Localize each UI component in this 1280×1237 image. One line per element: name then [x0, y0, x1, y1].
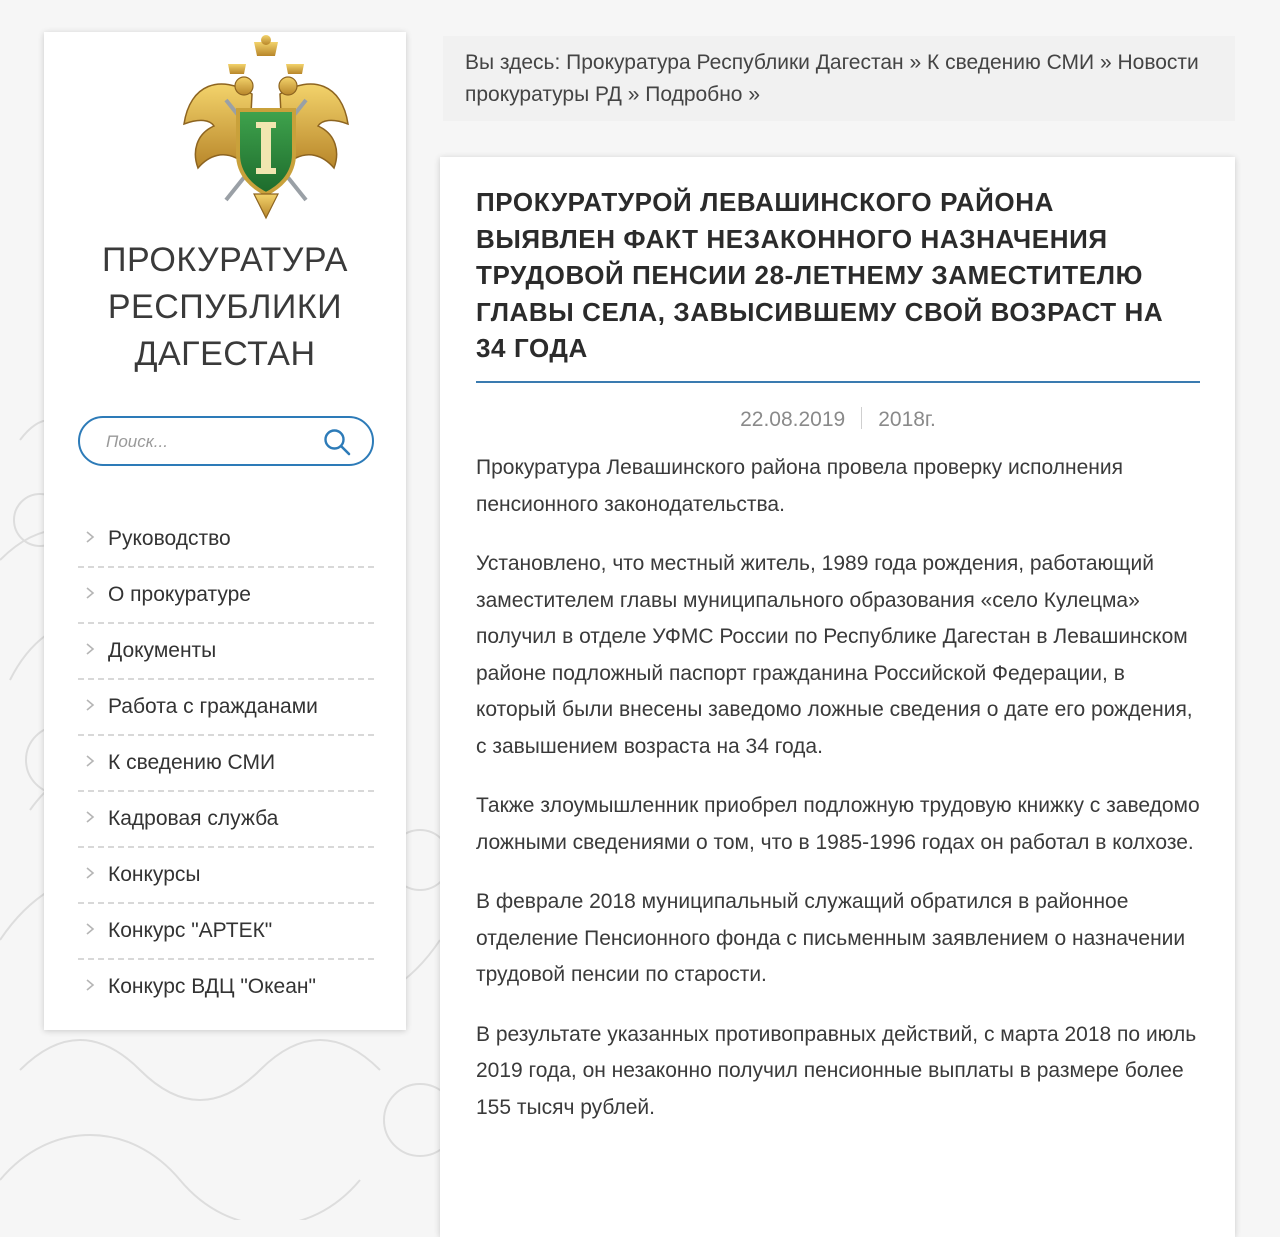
sidebar-item-rukovodstvo[interactable] [78, 512, 374, 568]
chevron-right-icon [84, 866, 96, 880]
breadcrumb-link-details[interactable]: Подробно [645, 83, 743, 106]
article-tag-link[interactable]: 2018г. [878, 408, 936, 431]
article-paragraph: Также злоумышленник приобрел подложную трудовую книжку с заведомо ложными сведениями о том, что в 1985-1996 годах он работал в колхозе. [476, 794, 1200, 854]
sidebar-item-hr[interactable] [78, 792, 374, 848]
chevron-right-icon [84, 586, 96, 600]
breadcrumb-separator: » [627, 83, 640, 106]
article-body [476, 450, 1206, 1149]
site-title-line: РЕСПУБЛИКИ [107, 288, 343, 326]
breadcrumb-separator: » [1099, 51, 1112, 74]
article-paragraph: Установлено, что местный житель, 1989 года рождения, работающий заместителем главы муниципального образования «село Кулецма» получил в отделе УФМС России по Республике Дагестан в Левашинском районе подложный паспорт гражданина Российской Федерации, в который были внесены заведомо ложные сведения о дате его рождения, с завышением возраста на 34 года. [476, 552, 1193, 758]
article-paragraph: В феврале 2018 муниципальный служащий обратился в районное отделение Пенсионного фонда с письменным заявлением о назначении трудовой пенсии по старости. [476, 890, 1186, 986]
breadcrumb-separator: » [748, 83, 761, 106]
breadcrumb-prefix: Вы здесь: [465, 51, 561, 74]
sidebar-item-label: Документы [108, 639, 217, 662]
sidebar-item-about[interactable] [78, 568, 374, 624]
article-date: 22.08.2019 [740, 408, 846, 431]
site-title-line: ДАГЕСТАН [134, 335, 316, 373]
sidebar-item-label: Кадровая служба [108, 807, 279, 830]
sidebar-item-contest-okean[interactable] [78, 960, 374, 1016]
sidebar-item-citizens[interactable] [78, 680, 374, 736]
chevron-right-icon [84, 978, 96, 992]
chevron-right-icon [84, 922, 96, 936]
sidebar-item-media[interactable] [78, 736, 374, 792]
sidebar-nav [78, 512, 374, 1016]
article-paragraph: Прокуратура Левашинского района провела проверку исполнения пенсионного законодательства. [476, 456, 1123, 516]
sidebar-item-label: Конкурс "АРТЕК" [108, 919, 273, 942]
breadcrumb-link-news[interactable]: Новости прокуратуры РД [465, 51, 1199, 106]
site-title-line: ПРОКУРАТУРА [102, 241, 348, 279]
sidebar-item-label: Конкурс ВДЦ "Океан" [108, 975, 316, 998]
breadcrumb-link-home[interactable]: Прокуратура Республики Дагестан [566, 51, 904, 74]
chevron-right-icon [84, 754, 96, 768]
sidebar-item-contests[interactable] [78, 848, 374, 904]
chevron-right-icon [84, 642, 96, 656]
sidebar-item-documents[interactable] [78, 624, 374, 680]
breadcrumb [443, 36, 1235, 121]
site-title[interactable] [44, 237, 406, 378]
breadcrumb-separator: » [909, 51, 922, 74]
title-divider [476, 381, 1200, 383]
search-box [78, 416, 374, 466]
chevron-right-icon [84, 810, 96, 824]
chevron-right-icon [84, 698, 96, 712]
sidebar-item-contest-artek[interactable] [78, 904, 374, 960]
search-input[interactable] [104, 429, 318, 455]
article-title: ПРОКУРАТУРОЙ ЛЕВАШИНСКОГО РАЙОНА ВЫЯВЛЕН ФАКТ НЕЗАКОННОГО НАЗНАЧЕНИЯ ТРУДОВОЙ ПЕНСИИ 28-ЛЕТНЕМУ ЗАМЕСТИТЕЛЮ ГЛАВЫ СЕЛА, ЗАВЫСИВШЕМУ СВОЙ ВОЗРАСТ НА 34 ГОДА [476, 187, 1164, 363]
sidebar-item-label: Работа с гражданами [108, 695, 318, 718]
search-icon[interactable] [322, 427, 352, 457]
article [440, 157, 1235, 1237]
article-meta [476, 407, 1200, 432]
chevron-right-icon [84, 530, 96, 544]
sidebar-item-label: Конкурсы [108, 863, 201, 886]
sidebar-item-label: К сведению СМИ [108, 751, 276, 774]
meta-divider [861, 407, 862, 429]
breadcrumb-link-media[interactable]: К сведению СМИ [927, 51, 1095, 74]
article-paragraph: В результате указанных противоправных действий, с марта 2018 по июль 2019 года, он незаконно получил пенсионные выплаты в размере более 155 тысяч рублей. [476, 1022, 1197, 1119]
sidebar-item-label: Руководство [108, 527, 231, 550]
prosecutor-emblem-icon[interactable] [180, 34, 352, 220]
sidebar [44, 32, 406, 1030]
sidebar-item-label: О прокуратуре [108, 583, 251, 606]
